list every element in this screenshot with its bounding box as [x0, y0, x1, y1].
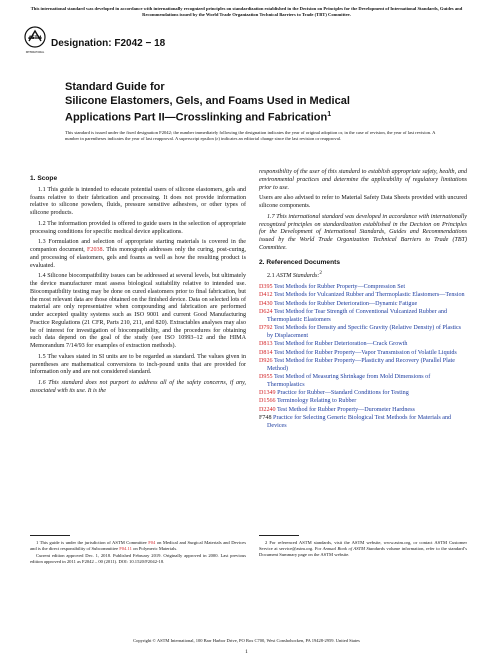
scope-paragraph-1-4: 1.4 Silicone biocompatibility issues can be addressed at several levels, but ultimately the device manufacturer must assess biological suitability relative to intended use. Biocompatibility testing may be done on cured elastomers prior to final fabrication, but the most relevant data are those obtained on the finished device. Data on selected lots of material are only representative when compounding and fabrication are performed under accepted quality systems such as ISO 9001 and current Good Manufacturing Practice Regulations (21 CFR, Parts 210, 211, and 820). Extractables analyses may also be of interest for investigation of biocompatibility, and the procedures for obtaining such data depend on the goal of the study (see ISO 10993–12 and the HIMA Memorandum 7/14/93 for examples of extraction methods).	[30, 273, 246, 349]
footnote-1-text-b: on Medical and Surgical Materials and Devices and is the direct responsibility of Subcommittee	[30, 540, 246, 552]
footnote-1-edition: Current edition approved Dec. 1, 2018. Published February 2019. Originally approved in 2000. Last previous edition approved in 2011 as F2042 – 00 (2011). DOI: 10.1520/F2042-18.	[30, 553, 246, 565]
astm-standards-footnote-mark: 2	[319, 270, 322, 277]
reference-title[interactable]: Practice for Rubber—Standard Conditions for Testing	[275, 390, 409, 397]
scope-paragraph-1-1: 1.1 This guide is intended to educate potential users of silicone elastomers, gels and foams relative to their fabrication and processing. It does not provide information relative to silicone powders, fluids, pressure sensitive adhesives, or other types of silicone products.	[30, 186, 246, 216]
svg-text:ASTM: ASTM	[28, 34, 42, 40]
reference-item[interactable]	[259, 325, 467, 341]
reference-title[interactable]: Practice for Selecting Generic Biological Test Methods for Materials and Devices	[267, 415, 452, 429]
reference-title[interactable]: Test Methods for Rubber Property—Compression Set	[272, 284, 406, 291]
footnote-divider-left	[30, 535, 70, 536]
footnote-2-text-a: 2 For referenced ASTM standards, visit the ASTM website, www.astm.org, or contact ASTM Customer Service at service@astm.org. For	[259, 540, 467, 552]
reference-item[interactable]	[259, 415, 467, 431]
reference-list	[259, 284, 467, 431]
committee-f04-link[interactable]: F04	[148, 540, 156, 545]
issue-note: This standard is issued under the fixed designation F2042; the number immediately following the designation indicates the year of original adoption or, in the case of revision, the year of last revision. A number in parentheses indicates the year of last reapproval. A superscript epsilon (ε) indicates an editorial change since the last revision or reapproval.	[65, 130, 436, 142]
astm-standards-prefix: 2.1	[267, 273, 277, 280]
footnote-2-text	[259, 540, 467, 558]
reference-item[interactable]	[259, 398, 467, 406]
page-number: 1	[245, 649, 248, 655]
reference-title[interactable]: Test Method for Rubber Property—Durometer Hardness	[275, 406, 415, 413]
title-footnote-mark: 1	[327, 111, 332, 118]
international-standard-notice: This international standard was developed in accordance with internationally recognized principles on standardization established in the Decision on Principles for the Development of International Standards, Guides and Recommendations issued by the World Trade Organization Technical Barriers to Trade (TBT) Committee.	[30, 6, 463, 17]
reference-title[interactable]: Test Methods for Vulcanized Rubber and Thermoplastic Elastomers—Tension	[272, 292, 465, 299]
reference-title[interactable]: Test Method of Measuring Shrinkage from Mold Dimensions of Thermoplastics	[267, 374, 431, 388]
footnote-2-annual-book: Annual Book of ASTM Standards	[322, 546, 385, 552]
f2038-link[interactable]: F2038	[87, 247, 103, 253]
reference-code[interactable]: D395	[259, 284, 273, 291]
scope-paragraph-1-2: 1.2 The information provided is offered to guide users in the selection of appropriate processing conditions for specific medical device applications.	[30, 220, 246, 235]
scope-1-3-text-a: 1.3 Formulation and selection of appropriate starting materials is covered in the companion document,	[30, 239, 246, 253]
reference-item[interactable]	[259, 374, 467, 390]
reference-item[interactable]	[259, 292, 467, 300]
footnote-1-text-a: 1 This guide is under the jurisdiction of ASTM Committee	[36, 540, 149, 545]
scope-paragraph-1-7: 1.7 This international standard was developed in accordance with internationally recognized principles on standardization established in the Decision on Principles for the Development of International Standards, Guides and Recommendations issued by the World Trade Organization Technical Barriers to Trade (TBT) Committee.	[259, 213, 467, 251]
footnote-1-jurisdiction	[30, 540, 246, 552]
reference-item[interactable]	[259, 358, 467, 374]
footnote-2-text-b: volume information, refer to the standard’s Document Summary page on the ASTM website.	[259, 546, 467, 558]
reference-title[interactable]: Test Method for Rubber Deterioration—Crack Growth	[272, 341, 408, 348]
footnote-1	[30, 540, 246, 566]
reference-item[interactable]	[259, 341, 467, 349]
astm-standards-subheading	[259, 270, 467, 281]
reference-code[interactable]: D2240	[259, 406, 276, 413]
reference-item[interactable]	[259, 301, 467, 309]
scope-1-3-text-b: . This monograph addresses only the curing, post-curing, and processing of elastomers, gels and foams as well as how the resulting product is evaluated.	[30, 247, 246, 269]
reference-title[interactable]: Test Method for Rubber Property—Plasticity and Recovery (Parallel Plate Method)	[267, 357, 455, 372]
reference-code[interactable]: D624	[259, 309, 273, 316]
title-line-3	[65, 108, 465, 125]
astm-standards-label: ASTM Standards:	[276, 273, 320, 280]
left-column	[30, 169, 246, 399]
reference-code[interactable]: D1349	[259, 390, 276, 397]
reference-code[interactable]: F748	[259, 415, 272, 422]
references-heading: 2. Referenced Documents	[259, 258, 340, 266]
scope-paragraph-1-3	[30, 239, 246, 270]
svg-text:INTERNATIONAL: INTERNATIONAL	[25, 51, 45, 54]
reference-title[interactable]: Terminology Relating to Rubber	[275, 398, 357, 405]
scope-paragraph-1-6-continued: responsibility of the user of this standard to establish appropriate safety, health, and environmental practices and determine the applicability of regulatory limitations prior to use.	[259, 169, 467, 191]
footnote-1-text-c: on Polymeric Materials.	[131, 546, 178, 552]
designation: Designation: F2042 − 18	[51, 38, 166, 49]
title-line-3-text: Applications Part II—Crosslinking and Fabrication	[65, 111, 328, 124]
reference-code[interactable]: D792	[259, 325, 273, 332]
copyright-line: Copyright © ASTM International, 100 Barr Harbor Drive, PO Box C700, West Conshohocken, PA 19428-2959. United States	[133, 638, 360, 643]
reference-title[interactable]: Test Methods for Rubber Deterioration—Dynamic Fatigue	[272, 300, 418, 307]
reference-item[interactable]	[259, 407, 467, 415]
reference-title[interactable]: Test Method for Rubber Property—Vapor Transmission of Volatile Liquids	[272, 349, 457, 356]
title-line-1: Standard Guide for	[65, 81, 165, 93]
reference-code[interactable]: D955	[259, 374, 273, 381]
reference-item[interactable]	[259, 350, 467, 358]
subcommittee-f04-11-link[interactable]: F04.11	[119, 546, 132, 552]
scope-heading: 1. Scope	[30, 175, 58, 182]
title-line-2: Silicone Elastomers, Gels, and Foams Used in Medical	[65, 95, 350, 107]
reference-title[interactable]: Test Method for Tear Strength of Conventional Vulcanized Rubber and Thermoplastic Elastomers	[267, 309, 447, 323]
reference-title[interactable]: Test Methods for Density and Specific Gravity (Relative Density) of Plastics by Displacement	[267, 325, 462, 339]
reference-code[interactable]: D430	[259, 300, 273, 307]
footnote-divider-right	[259, 535, 299, 536]
reference-code[interactable]: D814	[259, 349, 273, 356]
reference-item[interactable]	[259, 390, 467, 398]
astm-logo-icon	[24, 26, 46, 60]
reference-code[interactable]: D412	[259, 292, 273, 299]
document-title	[65, 80, 465, 125]
right-column	[259, 169, 467, 431]
scope-paragraph-1-6-tail: Users are also advised to refer to Material Safety Data Sheets provided with uncured silicone components.	[259, 195, 467, 209]
reference-code[interactable]: D1566	[259, 398, 276, 405]
reference-code[interactable]: D926	[259, 357, 273, 364]
reference-item[interactable]	[259, 309, 467, 325]
scope-paragraph-1-5: 1.5 The values stated in SI units are to be regarded as standard. The values given in parentheses are mathematical conversions to inch-pound units that are provided for information only and are not considered standard.	[30, 353, 246, 376]
footnote-2	[259, 540, 467, 559]
reference-item[interactable]	[259, 284, 467, 292]
reference-code[interactable]: D813	[259, 341, 273, 348]
scope-paragraph-1-6: 1.6 This standard does not purport to address all of the safety concerns, if any, associated with its use. It is the	[30, 380, 246, 394]
